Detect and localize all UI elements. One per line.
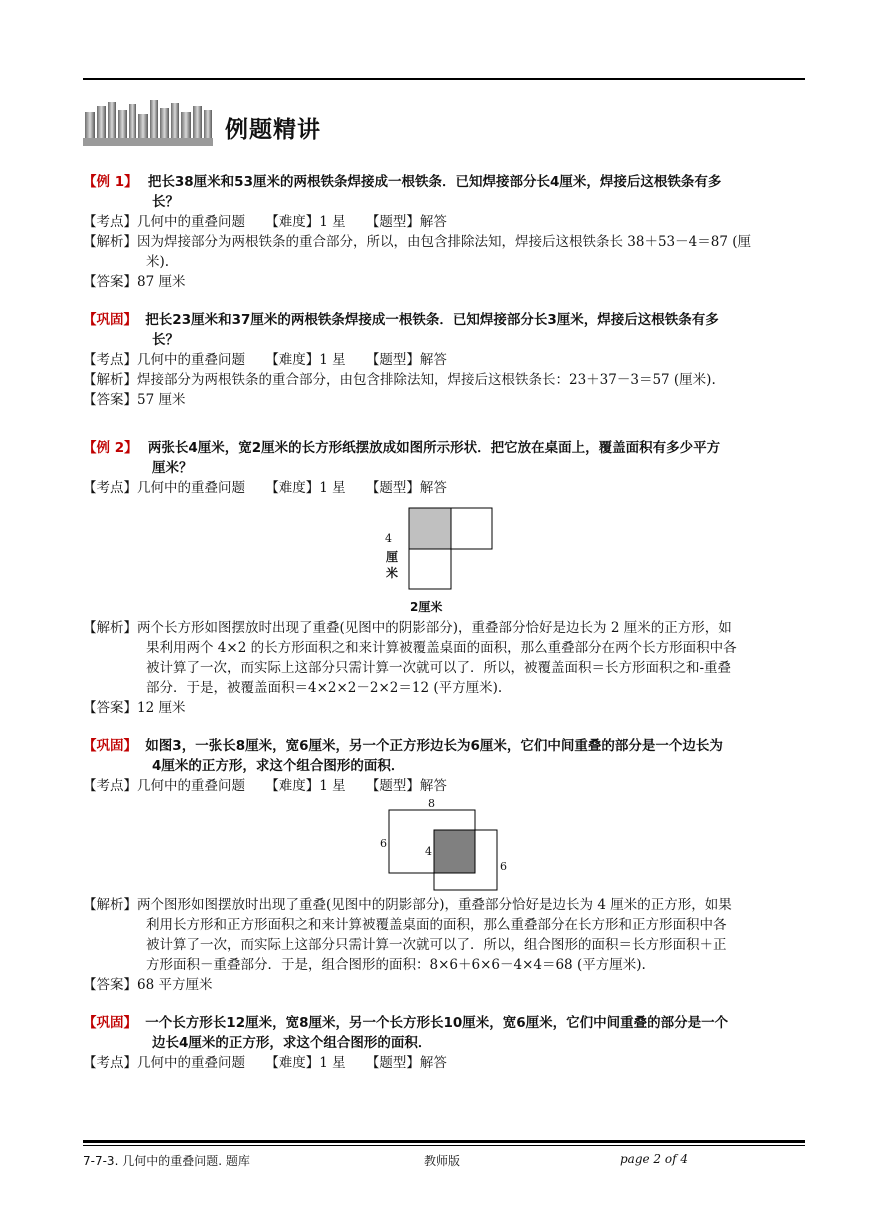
question-text-cont: 长？ — [152, 332, 179, 348]
solution-line: 果利用两个 4×2 的长方形面积之和来计算被覆盖桌面的面积，那么重叠部分在两个长方形面积中各 — [146, 640, 737, 656]
meta-line: 【考点】几何中的重叠问题 【难度】1 星 【题型】解答 — [83, 480, 447, 496]
example-1-question — [83, 172, 721, 192]
overlap-square — [434, 830, 475, 873]
inner-length-label: 4 — [425, 845, 432, 858]
meta-line: 【考点】几何中的重叠问题 【难度】1 星 【题型】解答 — [83, 214, 447, 230]
consolidation-1-question — [83, 310, 719, 330]
question-text: 两张长4厘米，宽2厘米的长方形纸摆放成如图所示形状．把它放在桌面上，覆盖面积有多少平方 — [147, 440, 721, 456]
header-rule — [83, 78, 805, 80]
top-length-label: 8 — [428, 797, 435, 810]
overlap-square — [409, 508, 451, 549]
question-text: 把长38厘米和53厘米的两根铁条焊接成一根铁条．已知焊接部分长4厘米，焊接后这根铁条有多 — [147, 174, 722, 190]
solution-line: 方形面积－重叠部分．于是，组合图形的面积：8×6＋6×6－4×4＝68 (平方厘米). — [146, 957, 646, 973]
question-text-cont: 4厘米的正方形，求这个组合图形的面积． — [152, 758, 405, 774]
meta-line: 【考点】几何中的重叠问题 【难度】1 星 【题型】解答 — [83, 352, 447, 368]
left-length-label: 6 — [380, 837, 387, 850]
consolidation-tag: 【巩固】 — [83, 1015, 137, 1031]
solution-line: 【解析】两个长方形如图摆放时出现了重叠(见图中的阴影部分)，重叠部分恰好是边长为 2 厘米的正方形，如 — [83, 620, 732, 636]
solution-line: 【解析】因为焊接部分为两根铁条的重合部分，所以，由包含排除法知，焊接后这根铁条长 38＋53－4＝87 (厘 — [83, 234, 751, 250]
solution-line: 利用长方形和正方形面积之和来计算被覆盖桌面的面积，那么重叠部分在长方形和正方形面积中各 — [146, 917, 727, 933]
solution-line: 被计算了一次，而实际上这部分只需计算一次就可以了．所以，被覆盖面积＝长方形面积之和-重叠 — [146, 660, 732, 676]
question-text: 如图3，一张长8厘米，宽6厘米，另一个正方形边长为6厘米，它们中间重叠的部分是一个边长为 — [145, 738, 723, 754]
solution-line: 【解析】两个图形如图摆放时出现了重叠(见图中的阴影部分)，重叠部分恰好是边长为 4 厘米的正方形，如果 — [83, 897, 732, 913]
answer-line: 【答案】57 厘米 — [83, 392, 186, 408]
footer-doc-title: 7-7-3. 几何中的重叠问题. 题库 — [83, 1154, 250, 1168]
meta-line: 【考点】几何中的重叠问题 【难度】1 星 【题型】解答 — [83, 1055, 447, 1071]
side-unit-label: 米 — [386, 566, 399, 580]
answer-line: 【答案】68 平方厘米 — [83, 977, 213, 993]
footer-edition: 教师版 — [424, 1154, 461, 1168]
footer-rule — [83, 1140, 805, 1143]
books-banner-icon — [83, 98, 223, 150]
solution-line: 被计算了一次，而实际上这部分只需计算一次就可以了．所以，组合图形的面积＝长方形面积＋正 — [146, 937, 727, 953]
consolidation-tag: 【巩固】 — [83, 738, 137, 754]
right-length-label: 6 — [500, 860, 507, 873]
solution-line: 部分．于是，被覆盖面积＝4×2×2－2×2＝12 (平方厘米). — [146, 680, 503, 696]
meta-line: 【考点】几何中的重叠问题 【难度】1 星 【题型】解答 — [83, 778, 447, 794]
consolidation-3-question — [83, 1013, 728, 1033]
question-text-cont: 边长4厘米的正方形，求这个组合图形的面积． — [152, 1035, 432, 1051]
question-text-cont: 长？ — [152, 194, 179, 210]
question-text: 一个长方形长12厘米，宽8厘米，另一个长方形长10厘米，宽6厘米，它们中间重叠的部分是一个 — [145, 1015, 729, 1031]
answer-line: 【答案】87 厘米 — [83, 274, 186, 290]
vertical-rectangle-part — [409, 549, 451, 589]
consolidation-tag: 【巩固】 — [83, 312, 137, 328]
bottom-length-label: 2厘米 — [410, 600, 443, 614]
horizontal-rectangle-part — [451, 508, 492, 549]
solution-line: 米). — [146, 254, 170, 270]
example-tag: 【例 2】 — [83, 440, 138, 456]
answer-line: 【答案】12 厘米 — [83, 700, 186, 716]
footer-rule — [83, 1145, 805, 1146]
solution-line: 【解析】焊接部分为两根铁条的重合部分，由包含排除法知，焊接后这根铁条长：23＋37－3＝57 (厘米). — [83, 372, 716, 388]
rectangle-square-overlap-figure — [380, 800, 520, 900]
footer-page-number: page 2 of 4 — [620, 1152, 688, 1166]
question-text-cont: 厘米？ — [152, 460, 193, 476]
side-length-label: 4 — [385, 532, 392, 545]
example-tag: 【例 1】 — [83, 174, 138, 190]
side-unit-label: 厘 — [386, 550, 399, 564]
question-text: 把长23厘米和37厘米的两根铁条焊接成一根铁条．已知焊接部分长3厘米，焊接后这根铁条有多 — [145, 312, 719, 328]
consolidation-2-question — [83, 736, 723, 756]
example-2-question — [83, 438, 720, 458]
section-title: 例题精讲 — [225, 117, 321, 143]
